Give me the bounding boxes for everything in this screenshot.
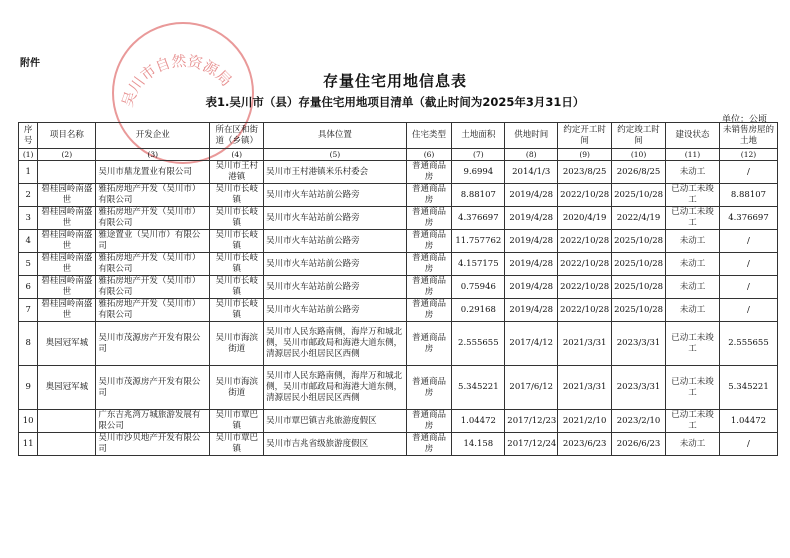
cell-supply: 2017/6/12 — [505, 366, 558, 410]
col-header-start: 约定开工时间 — [558, 123, 612, 149]
cell-no: 5 — [19, 253, 38, 276]
cell-start: 2023/6/23 — [558, 433, 612, 456]
cell-district: 吴川市长岐镇 — [210, 253, 264, 276]
col-header-status: 建设状态 — [666, 123, 720, 149]
cell-location: 吴川市人民东路南侧，海岸万和城北侧，吴川市邮政局和海港大道东侧，清源居民小组居民区西侧 — [264, 322, 406, 366]
cell-no: 1 — [19, 161, 38, 184]
cell-name: 碧桂园岭南盛世 — [38, 184, 96, 207]
cell-type: 普通商品房 — [406, 366, 452, 410]
cell-company: 雅途置业（吴川市）有限公司 — [96, 230, 210, 253]
land-table — [18, 122, 778, 456]
cell-name: 奥园冠军城 — [38, 322, 96, 366]
cell-start: 2022/10/28 — [558, 253, 612, 276]
col-header-unsold: 未销售房屋的土地 — [719, 123, 777, 149]
cell-area: 1.04472 — [452, 410, 505, 433]
cell-finish: 2023/2/10 — [612, 410, 666, 433]
cell-supply: 2019/4/28 — [505, 230, 558, 253]
cell-start: 2021/3/31 — [558, 322, 612, 366]
cell-company: 雅拓房地产开发（吴川市）有限公司 — [96, 184, 210, 207]
cell-location: 吴川市火车站站前公路旁 — [264, 184, 406, 207]
cell-unsold: 1.04472 — [719, 410, 777, 433]
cell-start: 2021/3/31 — [558, 366, 612, 410]
table-header-row — [19, 123, 778, 149]
cell-type: 普通商品房 — [406, 433, 452, 456]
cell-name: 碧桂园岭南盛世 — [38, 207, 96, 230]
cell-start: 2021/2/10 — [558, 410, 612, 433]
cell-status: 未动工 — [666, 433, 720, 456]
table-row — [19, 366, 778, 410]
cell-name: 奥园冠军城 — [38, 366, 96, 410]
table-row — [19, 161, 778, 184]
cell-area: 5.345221 — [452, 366, 505, 410]
cell-unsold: / — [719, 276, 777, 299]
cell-unsold: 2.555655 — [719, 322, 777, 366]
cell-location: 吴川市火车站站前公路旁 — [264, 230, 406, 253]
table-row — [19, 207, 778, 230]
cell-district: 吴川市长岐镇 — [210, 230, 264, 253]
cell-start: 2023/8/25 — [558, 161, 612, 184]
cell-district: 吴川市长岐镇 — [210, 207, 264, 230]
cell-company: 雅拓房地产开发（吴川市）有限公司 — [96, 253, 210, 276]
cell-status: 未动工 — [666, 253, 720, 276]
cell-supply: 2019/4/28 — [505, 253, 558, 276]
col-index: (7) — [452, 149, 505, 161]
cell-finish: 2025/10/28 — [612, 230, 666, 253]
page-title: 存量住宅用地信息表 — [322, 72, 467, 90]
cell-location: 吴川市吉兆省级旅游度假区 — [264, 433, 406, 456]
table-row — [19, 433, 778, 456]
cell-finish: 2023/3/31 — [612, 322, 666, 366]
col-index: (10) — [612, 149, 666, 161]
cell-location: 吴川市火车站站前公路旁 — [264, 207, 406, 230]
cell-supply: 2019/4/28 — [505, 276, 558, 299]
col-header-finish: 约定竣工时间 — [612, 123, 666, 149]
cell-district: 吴川市覃巴镇 — [210, 410, 264, 433]
attachment-label: 附件 — [20, 58, 40, 69]
cell-unsold: 4.376697 — [719, 207, 777, 230]
col-header-type: 住宅类型 — [406, 123, 452, 149]
cell-status: 已动工未竣工 — [666, 184, 720, 207]
cell-area: 4.157175 — [452, 253, 505, 276]
col-index: (6) — [406, 149, 452, 161]
col-header-no: 序号 — [19, 123, 38, 149]
col-index: (11) — [666, 149, 720, 161]
cell-name: 碧桂园岭南盛世 — [38, 230, 96, 253]
col-header-name: 项目名称 — [38, 123, 96, 149]
cell-type: 普通商品房 — [406, 184, 452, 207]
cell-area: 4.376697 — [452, 207, 505, 230]
cell-company: 广东吉兆湾万城旅游发展有限公司 — [96, 410, 210, 433]
col-index: (12) — [719, 149, 777, 161]
cell-finish: 2025/10/28 — [612, 276, 666, 299]
cell-unsold: 8.88107 — [719, 184, 777, 207]
cell-name — [38, 433, 96, 456]
cell-company: 吴川市沙贝地产开发有限公司 — [96, 433, 210, 456]
table-row — [19, 230, 778, 253]
cell-district: 吴川市长岐镇 — [210, 299, 264, 322]
col-index: (1) — [19, 149, 38, 161]
cell-area: 11.757762 — [452, 230, 505, 253]
table-subtitle: 表1.吴川市（县）存量住宅用地项目清单（截止时间为2025年3月31日） — [205, 95, 585, 109]
cell-supply: 2017/12/23 — [505, 410, 558, 433]
col-index: (4) — [210, 149, 264, 161]
col-index: (2) — [38, 149, 96, 161]
cell-location: 吴川市覃巴镇吉兆旅游度假区 — [264, 410, 406, 433]
col-index: (8) — [505, 149, 558, 161]
cell-location: 吴川市火车站站前公路旁 — [264, 299, 406, 322]
table-row — [19, 276, 778, 299]
col-header-location: 具体位置 — [264, 123, 406, 149]
cell-location: 吴川市火车站站前公路旁 — [264, 253, 406, 276]
cell-area: 0.29168 — [452, 299, 505, 322]
table-row — [19, 253, 778, 276]
column-index-row — [19, 149, 778, 161]
cell-type: 普通商品房 — [406, 161, 452, 184]
cell-unsold: / — [719, 253, 777, 276]
cell-location: 吴川市人民东路南侧，海岸万和城北侧，吴川市邮政局和海港大道东侧，清源居民小组居民区西侧 — [264, 366, 406, 410]
table-row — [19, 299, 778, 322]
cell-supply: 2019/4/28 — [505, 207, 558, 230]
cell-no: 2 — [19, 184, 38, 207]
cell-area: 2.555655 — [452, 322, 505, 366]
cell-no: 8 — [19, 322, 38, 366]
cell-district: 吴川市王村港镇 — [210, 161, 264, 184]
cell-area: 0.75946 — [452, 276, 505, 299]
cell-district: 吴川市长岐镇 — [210, 184, 264, 207]
cell-supply: 2017/12/24 — [505, 433, 558, 456]
cell-type: 普通商品房 — [406, 253, 452, 276]
cell-start: 2022/10/28 — [558, 299, 612, 322]
cell-finish: 2023/3/31 — [612, 366, 666, 410]
col-index: (9) — [558, 149, 612, 161]
cell-district: 吴川市覃巴镇 — [210, 433, 264, 456]
cell-unsold: / — [719, 299, 777, 322]
cell-location: 吴川市火车站站前公路旁 — [264, 276, 406, 299]
cell-area: 8.88107 — [452, 184, 505, 207]
cell-start: 2022/10/28 — [558, 230, 612, 253]
cell-supply: 2014/1/3 — [505, 161, 558, 184]
cell-no: 11 — [19, 433, 38, 456]
cell-supply: 2017/4/12 — [505, 322, 558, 366]
cell-status: 未动工 — [666, 276, 720, 299]
cell-location: 吴川市王村港镇米乐村委会 — [264, 161, 406, 184]
cell-status: 已动工未竣工 — [666, 366, 720, 410]
cell-district: 吴川市长岐镇 — [210, 276, 264, 299]
col-header-area: 土地面积 — [452, 123, 505, 149]
table-row — [19, 322, 778, 366]
table-body — [19, 161, 778, 456]
cell-status: 已动工未竣工 — [666, 410, 720, 433]
cell-finish: 2022/4/19 — [612, 207, 666, 230]
cell-name — [38, 161, 96, 184]
seal-text: 吴川市自然资源局 — [118, 51, 236, 110]
col-header-company: 开发企业 — [96, 123, 210, 149]
cell-status: 未动工 — [666, 299, 720, 322]
cell-supply: 2019/4/28 — [505, 184, 558, 207]
cell-type: 普通商品房 — [406, 207, 452, 230]
cell-type: 普通商品房 — [406, 322, 452, 366]
cell-status: 未动工 — [666, 161, 720, 184]
cell-company: 吴川市茂源房产开发有限公司 — [96, 366, 210, 410]
cell-supply: 2019/4/28 — [505, 299, 558, 322]
table-row — [19, 410, 778, 433]
col-header-district: 所在区和街道（乡镇） — [210, 123, 264, 149]
cell-name — [38, 410, 96, 433]
cell-company: 雅拓房地产开发（吴川市）有限公司 — [96, 299, 210, 322]
cell-company: 吴川市茂源房产开发有限公司 — [96, 322, 210, 366]
cell-type: 普通商品房 — [406, 299, 452, 322]
col-index: (3) — [96, 149, 210, 161]
unit-label: 单位：公顷 — [721, 115, 767, 125]
cell-area: 14.158 — [452, 433, 505, 456]
cell-status: 未动工 — [666, 230, 720, 253]
cell-unsold: 5.345221 — [719, 366, 777, 410]
cell-start: 2022/10/28 — [558, 276, 612, 299]
cell-finish: 2026/8/25 — [612, 161, 666, 184]
cell-no: 6 — [19, 276, 38, 299]
cell-no: 3 — [19, 207, 38, 230]
col-header-supply: 供地时间 — [505, 123, 558, 149]
cell-type: 普通商品房 — [406, 230, 452, 253]
cell-no: 9 — [19, 366, 38, 410]
cell-district: 吴川市海滨街道 — [210, 366, 264, 410]
cell-name: 碧桂园岭南盛世 — [38, 253, 96, 276]
cell-name: 碧桂园岭南盛世 — [38, 276, 96, 299]
cell-company: 吴川市鼎龙置业有限公司 — [96, 161, 210, 184]
cell-unsold: / — [719, 161, 777, 184]
col-index: (5) — [264, 149, 406, 161]
cell-no: 10 — [19, 410, 38, 433]
cell-type: 普通商品房 — [406, 276, 452, 299]
cell-no: 4 — [19, 230, 38, 253]
cell-name: 碧桂园岭南盛世 — [38, 299, 96, 322]
cell-unsold: / — [719, 433, 777, 456]
cell-status: 已动工未竣工 — [666, 207, 720, 230]
cell-company: 雅拓房地产开发（吴川市）有限公司 — [96, 276, 210, 299]
cell-area: 9.6994 — [452, 161, 505, 184]
cell-district: 吴川市海滨街道 — [210, 322, 264, 366]
cell-finish: 2025/10/28 — [612, 299, 666, 322]
cell-start: 2022/10/28 — [558, 184, 612, 207]
cell-finish: 2025/10/28 — [612, 184, 666, 207]
cell-company: 雅拓房地产开发（吴川市）有限公司 — [96, 207, 210, 230]
cell-finish: 2026/6/23 — [612, 433, 666, 456]
cell-finish: 2025/10/28 — [612, 253, 666, 276]
table-row — [19, 184, 778, 207]
cell-status: 已动工未竣工 — [666, 322, 720, 366]
cell-start: 2020/4/19 — [558, 207, 612, 230]
cell-no: 7 — [19, 299, 38, 322]
cell-unsold: / — [719, 230, 777, 253]
cell-type: 普通商品房 — [406, 410, 452, 433]
